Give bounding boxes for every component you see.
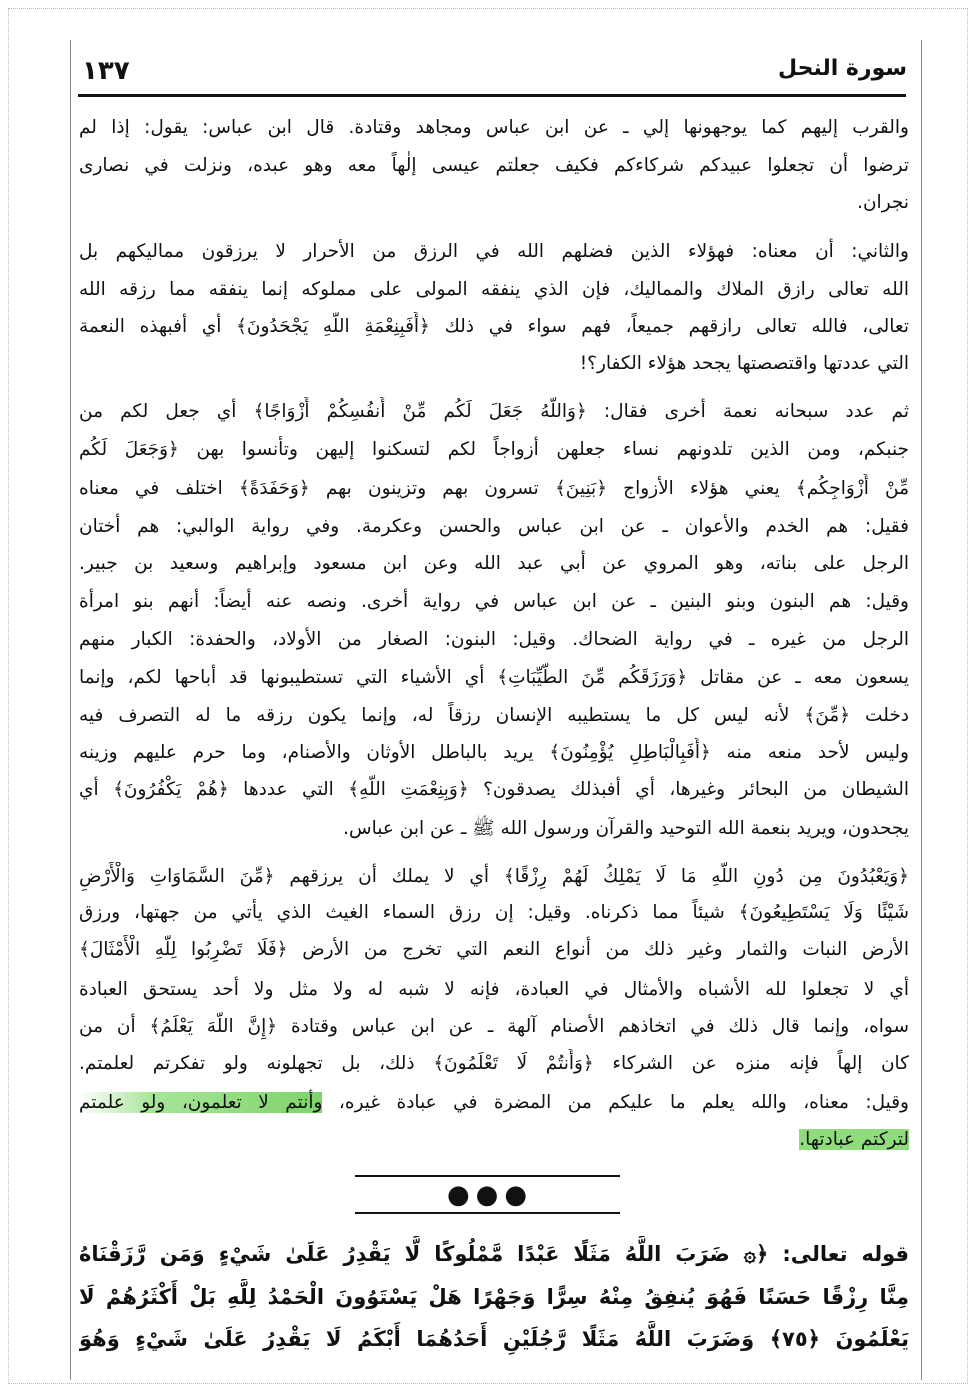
text-line: وقيل: هم البنون وبنو البنين ـ عن ابن عباس في رواية أخرى. ونصه عنه أيضاً: أنهم بنو امرأة [79, 591, 909, 612]
verse-line: يَعْلَمُونَ ﴿٧٥﴾ وَضَرَبَ اللَّهُ مَثَلًا رَّجُلَيْنِ أَحَدُهُمَا أَبْكَمُ لَا يَقْدِرُ عَلَىٰ شَيْءٍ وَهُوَ [79, 1327, 909, 1351]
verse-label: قوله تعالى: [782, 1242, 909, 1266]
text-line: فقيل: هم الخدم والأعوان ـ عن ابن عباس والحسن وعكرمة. وفي رواية الوالبي: هم أختان [79, 516, 909, 537]
text-line: تعالى، فالله تعالى رازقهم جميعاً، فهم سواء في ذلك ﴿أَفَبِنِعْمَةِ اللَّهِ يَجْحَدُونَ﴾ أي أفبهذه النعمة [79, 316, 909, 337]
highlighted-text: وأنتم لا تعلمون، ولو علمتم [79, 1092, 323, 1113]
header-rule [78, 94, 906, 97]
text-line: يسعون معه ـ عن مقاتل ﴿وَرَزَقَكُم مِّنَ الطَّيِّبَاتِ﴾ أي الأشياء التي تستطيبونها قد أباحها لكم، وإنما [79, 667, 909, 688]
text-line [79, 1125, 909, 1157]
text-line-part: وقيل: معناه، والله يعلم ما عليكم من المضرة في عبادة غيره، [338, 1092, 909, 1113]
text-line: ﴿وَيَعْبُدُونَ مِن دُونِ اللَّهِ مَا لَا يَمْلِكُ لَهُمْ رِزْقًا﴾ أي لا يملك أن يرزقهم ﴿مِّنَ السَّمَاوَاتِ وَالْأَرْضِ [79, 866, 909, 887]
text-line: كان إلهاً فإنه منزه عن الشركاء ﴿وَأَنتُمْ لَا تَعْلَمُونَ﴾ ذلك، بل تجهلونه ولو تفكرتم لعلمتم. [79, 1053, 909, 1074]
text-line: يجحدون، ويريد بنعمة الله التوحيد والقرآن ورسول الله ﷺ ـ عن ابن عباس. [343, 818, 909, 839]
surah-title: سورة النحل [777, 56, 907, 81]
text-line: مِّنْ أَزْوَاجِكُم﴾ يعني هؤلاء الأزواج ﴿بَنِينَ﴾ تسرون بهم وتزينون بهم ﴿وَحَفَدَةً﴾ اختلف في معناه [79, 478, 909, 499]
verse-line [79, 1236, 909, 1274]
separator-dots: ●●● [446, 1180, 534, 1210]
text-line: ثم عدد سبحانه نعمة أخرى فقال: ﴿وَاللَّهُ جَعَلَ لَكُم مِّنْ أَنفُسِكُمْ أَزْوَاجًا﴾ أي جعل لكم من [79, 401, 909, 422]
verse-text: ﴿۞ ضَرَبَ اللَّهُ مَثَلًا عَبْدًا مَّمْلُوكًا لَّا يَقْدِرُ عَلَىٰ شَيْءٍ وَمَن رَّزَقْنَاهُ [79, 1242, 769, 1266]
separator-rule-top [355, 1175, 620, 1177]
text-line: الرجل على بناته، وهو المروي عن أبي عبد الله وعن ابن مسعود وإبراهيم وسعيد بن جبير. [79, 553, 909, 574]
text-line: سواه، وإنما قال ذلك في اتخاذهم الأصنام آلهة ـ عن ابن عباس وقتادة ﴿إِنَّ اللَّهَ يَعْلَمُ﴾ أن من [79, 1016, 909, 1037]
text-line: الشيطان من البحائر وغيرها، أي أفبذلك يصدقون؟ ﴿وَبِنِعْمَتِ اللَّهِ﴾ التي عددها ﴿هُمْ يَكْفُرُونَ﴾ أي [79, 779, 909, 800]
text-line: وليس لأحد منعه منه ﴿أَفَبِالْبَاطِلِ يُؤْمِنُونَ﴾ يريد بالباطل الأوثان والأصنام، وما حرم عليهم وزينه [79, 742, 909, 763]
text-line: نجران. [857, 192, 909, 213]
text-line: دخلت ﴿مِّنَ﴾ لأنه ليس كل ما يستطيبه الإنسان رزقاً له، وإنما يكون رزقه ما له التصرف فيه [79, 705, 909, 726]
text-line: التي عددتها واقتصصتها يجحد هؤلاء الكفار؟! [579, 353, 909, 374]
text-line: الأرض النبات والثمار وغير ذلك من أنواع النعم التي تخرج من الأرض ﴿فَلَا تَضْرِبُوا لِلَّهِ الْأَمْثَالَ﴾ [79, 939, 909, 960]
text-line: ترضوا أن تجعلوا عبيدكم شركاءكم فكيف جعلتم عيسى إلٰهاً معه وهو عبده، ونزلت في نصارى [79, 155, 909, 176]
text-line: الله تعالى رازق الملاك والمماليك، فإن الذي ينفقه المولى على مملوكه إنما ينفقه مما رزقه الله [79, 279, 909, 300]
text-line: والثاني: أن معناه: فهؤلاء الذين فضلهم الله في الرزق من الأحرار لا يرزقون مماليكهم بل [79, 241, 909, 262]
verse-line: مِنَّا رِزْقًا حَسَنًا فَهُوَ يُنفِقُ مِنْهُ سِرًّا وَجَهْرًا هَلْ يَسْتَوُونَ الْحَمْدُ لِلَّهِ بَلْ أَكْثَرُهُمْ لَا [79, 1285, 909, 1309]
text-line: جنبكم، ومن الذين تلدونهم نساء جعلهن أزواجاً لكم لتسكنوا إليهن وتأنسوا بهن ﴿وَجَعَلَ لَكُم [79, 439, 909, 460]
text-line: والقرب إليهم كما يوجهونها إلي ـ عن ابن عباس ومجاهد وقتادة. قال ابن عباس: يقول: إذا لم [79, 117, 909, 138]
page-number: ١٣٧ [82, 56, 130, 86]
separator-rule-bottom [355, 1212, 620, 1214]
text-line: أي لا تجعلوا لله الأشباه والأمثال في العبادة، فإنه لا شبه له ولا مثل ولا أحد يستحق العبادة [79, 979, 909, 1000]
text-line [79, 1088, 909, 1120]
text-line: الرجل من غيره ـ في رواية الضحاك. وقيل: البنون: الصغار من الأولاد، والحفدة: الكبار منهم [79, 629, 909, 650]
highlighted-text: لتركتم عبادتها. [799, 1129, 909, 1150]
text-line: شَيْئًا وَلَا يَسْتَطِيعُونَ﴾ شيئاً مما ذكرناه. وقيل: إن رزق السماء الغيث الذي يأتي من جهتها، ورزق [79, 902, 909, 923]
